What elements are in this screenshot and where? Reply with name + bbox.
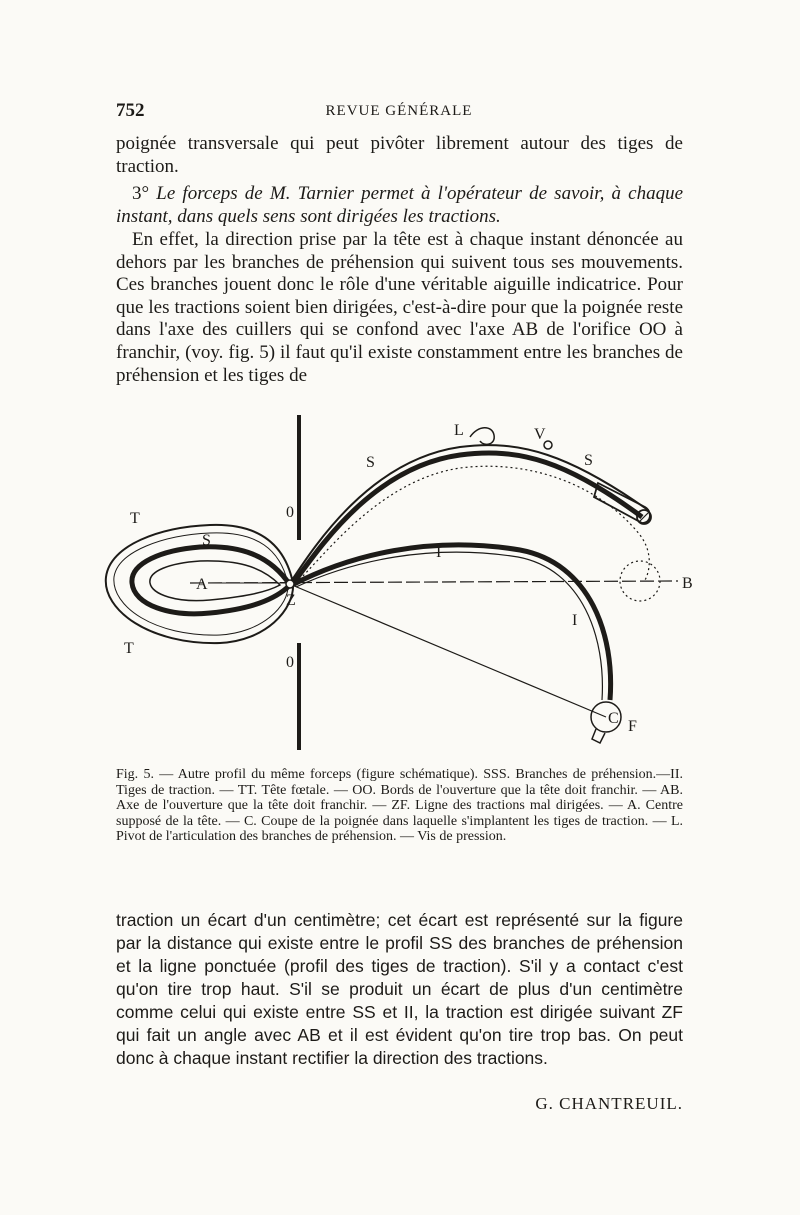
- forceps-blade-window: [150, 561, 280, 601]
- page-header: [116, 100, 682, 126]
- center-a: [286, 580, 294, 588]
- paragraph-2: [116, 183, 683, 228]
- forceps-diagram: [100, 405, 700, 760]
- label-t-top: T: [130, 510, 140, 527]
- figure-caption: Fig. 5. — Autre profil du même forceps (figure schématique). SSS. Branches de préhension.—II. Tiges de traction. — TT. Tête fœtale. — OO. Bords de l'ouverture que la tête doit franchir. — AB. Axe de l'ouverture que la tête doit franchir. — ZF. Ligne des tractions mal dirigées. — A. Centre supposé de la tête. — C. Coupe de la poignée dans laquelle s'implantent les tiges de traction. — L. Pivot de l'articulation des branches de préhension. — Vis de pression.: [116, 767, 683, 844]
- line-zf: [292, 585, 606, 717]
- label-s-left: S: [202, 532, 211, 549]
- label-t-bottom: T: [124, 640, 134, 657]
- label-v: V: [534, 426, 546, 443]
- paragraph-3: En effet, la direction prise par la tête est à chaque instant dénoncée au dehors par les branches de préhension qui suivent tous ses mouvements. Ces branches jouent donc le rôle d'une véritable aiguille indicatrice. Pour que les tractions soient bien dirigées, c'est-à-dire pour que la poignée reste dans l'axe des cuillers qui se confond avec l'axe AB de l'orifice OO à franchir, (voy. fig. 5) il faut qu'il existe constamment entre les branches de préhension et les tiges de: [116, 229, 683, 386]
- author-signature: G. CHANTREUIL.: [535, 1094, 683, 1113]
- figure-5: [100, 405, 700, 760]
- label-o-top: 0: [286, 504, 294, 521]
- label-l: L: [454, 422, 464, 439]
- traction-rods-inner: [296, 552, 602, 700]
- label-i-right: I: [572, 612, 578, 629]
- paragraph-4: traction un écart d'un centimètre; cet écart est représenté sur la figure par la distance qui existe entre le profil SS des branches de préhension et la ligne ponctuée (profil des tiges de traction). S'il y a contact c'est qu'on tire trop haut. S'il se produit un écart de plus d'un centimètre comme celui qui existe entre SS et II, la traction est dirigée suivant ZF qui fait un angle avec AB et il est évident qu'on tire trop bas. On peut donc à chaque instant rectifier la direction des tractions.: [116, 910, 683, 1068]
- label-s-top: S: [366, 454, 375, 471]
- label-z: Z: [286, 592, 296, 609]
- label-f: F: [628, 718, 637, 735]
- paragraph-2-number: 3°: [132, 183, 157, 204]
- traction-rods-outer: [292, 545, 611, 700]
- label-b: B: [682, 575, 693, 592]
- label-i-top: I: [436, 544, 442, 561]
- label-a: A: [196, 576, 208, 593]
- paragraph-2-heading: Le forceps de M. Tarnier permet à l'opérateur de savoir, à chaque instant, dans quels sens sont dirigées les tractions.: [116, 183, 683, 227]
- running-head: REVUE GÉNÉRALE: [325, 103, 473, 119]
- pivot-l: [470, 428, 494, 445]
- paragraph-1: poignée transversale qui peut pivôter librement autour des tiges de traction.: [116, 133, 683, 177]
- label-o-bottom: 0: [286, 654, 294, 671]
- label-s-right: S: [584, 452, 593, 469]
- page-number: 752: [116, 100, 145, 121]
- label-c: C: [608, 710, 619, 727]
